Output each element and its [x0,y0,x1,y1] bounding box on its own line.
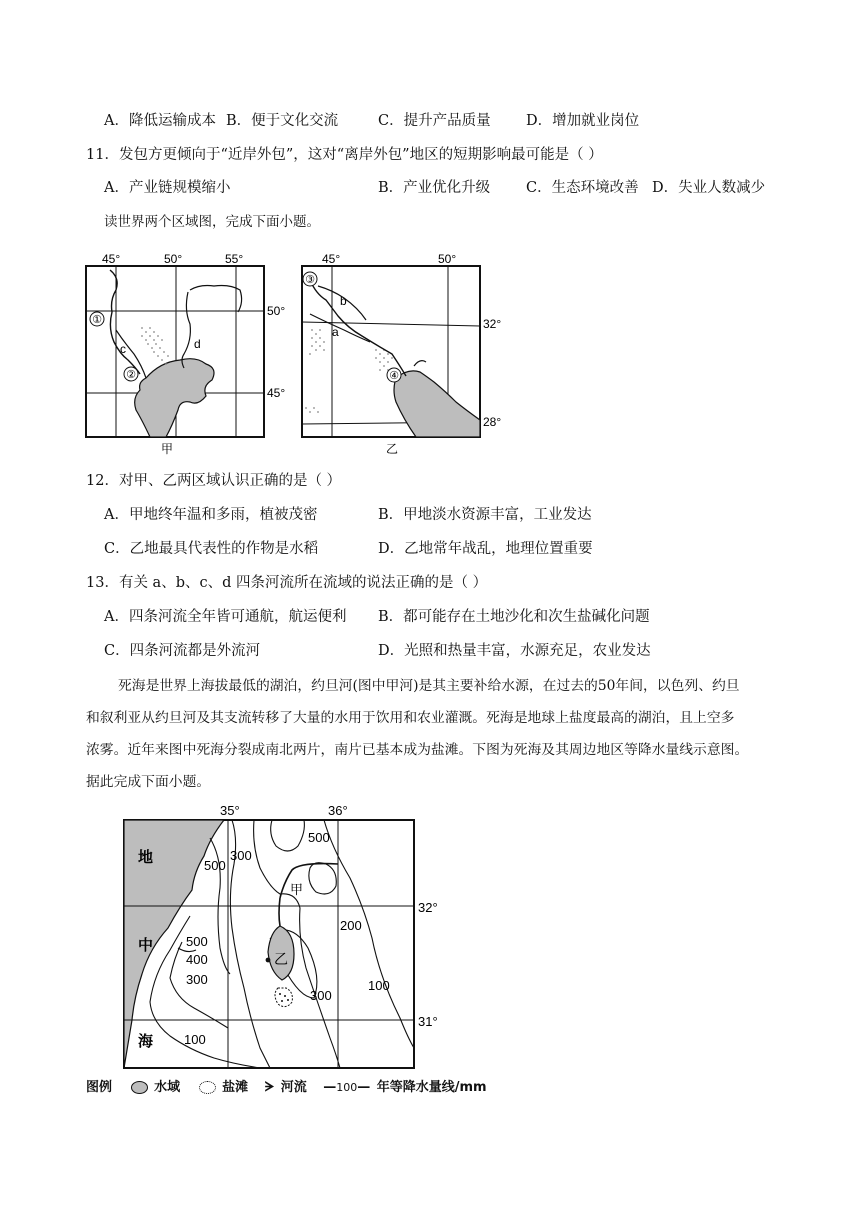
water-icon [131,1081,148,1094]
q12-option-d: D．乙地常年战乱，地理位置重要 [378,541,593,557]
map-yi-river-4: ④ [389,370,399,382]
isohyet-icon: — [323,1080,337,1095]
isohyet-100-b: 100 [184,1032,206,1047]
q12-option-a: A．甲地终年温和多雨，植被茂密 [104,507,318,523]
q12-option-c: C．乙地最具代表性的作物是水稻 [104,541,319,557]
q11-option-d: D．失业人数减少 [652,180,766,196]
map-yi-lon-45: 45° [322,252,341,266]
q13-option-a: A．四条河流全年皆可通航，航运便利 [104,609,347,625]
isohyet-100-a: 100 [368,978,390,993]
passage-line-1: 死海是世界上海拔最低的湖泊，约旦河(图中甲河)是其主要补给水源，在过去的50年间，以色列、约旦 [118,678,740,694]
q10-option-b: B．便于文化交流 [226,113,339,129]
lake-yi-label: 乙 [274,951,288,967]
passage-line-2: 和叙利亚从约旦河及其支流转移了大量的水用于饮用和农业灌溉。死海是地球上盐度最高的湖泊，且上空多 [86,710,735,726]
isohyet-300-a: 300 [230,848,252,863]
q10-option-c: C．提升产品质量 [378,113,491,129]
map-jia-river-1: ① [92,314,102,326]
legend-water: 水域 [154,1080,181,1095]
map-jia-lon-45: 45° [102,252,121,266]
deadsea-lon-35: 35° [220,803,240,818]
q13-stem: 13．有关 a、b、c、d 四条河流所在流域的说法正确的是（ ） [86,575,488,591]
deadsea-lat-32: 32° [418,900,438,915]
q13-option-b: B．都可能存在土地沙化和次生盐碱化问题 [378,609,650,625]
legend-isohyet-sample: 100 [336,1081,358,1094]
q13-option-d: D．光照和热量丰富，水源充足，农业发达 [378,643,651,659]
map-legend [86,1076,493,1095]
legend-river: 河流 [280,1080,307,1095]
map-yi-river-b: b [340,294,347,308]
map-yi-river-a: a [332,325,339,339]
isohyet-200: 200 [340,918,362,933]
map-jia-lon-50: 50° [164,252,183,266]
isohyet-icon-tail: — [357,1080,371,1095]
sea-label-zhong: 中 [138,937,154,954]
map-jia-river-2: ② [126,369,136,381]
sea-label-di: 地 [138,849,154,866]
map-yi-lat-32: 32° [483,317,502,331]
map-jia-lat-50: 50° [267,304,286,318]
map-jia-caption: 甲 [161,442,174,456]
map-jia-lat-45: 45° [267,386,286,400]
isohyet-300-b: 300 [186,972,208,987]
sea-label-hai: 海 [138,1033,154,1050]
legend-title: 图例 [86,1080,113,1095]
map-jia-river-d: d [194,337,201,351]
isohyet-500-a: 500 [204,858,226,873]
isohyet-300-c: 300 [310,988,332,1003]
passage-line-3: 浓雾。近年来图中死海分裂成南北两片，南片已基本成为盐滩。下图为死海及其周边地区等降水量线示意图。 [86,742,749,758]
isohyet-400: 400 [186,952,208,967]
q13-option-c: C．四条河流都是外流河 [104,643,261,659]
isohyet-500-b: 500 [308,830,330,845]
legend-isohyet: 年等降水量线/mm [376,1080,487,1095]
deadsea-lat-31: 31° [418,1014,438,1029]
map-jia-lon-55: 55° [225,252,244,266]
q12-option-b: B．甲地淡水资源丰富，工业发达 [378,507,592,523]
q10-option-d: D．增加就业岗位 [526,113,640,129]
river-icon: ᗒ [264,1080,275,1095]
passage-line-4: 据此完成下面小题。 [86,774,211,790]
dead-sea-isohyet-map [110,798,460,1073]
q11-option-b: B．产业优化升级 [378,180,491,196]
isohyet-500-c: 500 [186,934,208,949]
river-jia-label: 甲 [290,882,304,897]
q11-option-c: C．生态环境改善 [526,180,639,196]
q12-stem: 12．对甲、乙两区域认识正确的是（ ） [86,473,342,489]
q10-option-a: A．降低运输成本 [104,113,216,129]
map-yi-lon-50: 50° [438,252,457,266]
map-yi [296,250,511,460]
salt-flat-icon [199,1081,216,1094]
map-yi-caption: 乙 [386,442,399,456]
map-jia-river-c: c [120,342,126,356]
q11-stem: 11．发包方更倾向于“近岸外包”，这对“离岸外包”地区的短期影响最可能是（ ） [86,147,603,163]
intro-two-regions: 读世界两个区域图，完成下面小题。 [104,214,320,230]
map-yi-river-3: ③ [305,274,315,286]
deadsea-lon-36: 36° [328,803,348,818]
legend-salt: 盐滩 [222,1080,249,1095]
map-jia [80,250,290,460]
map-yi-lat-28: 28° [483,415,502,429]
q11-option-a: A．产业链规模缩小 [104,180,231,196]
